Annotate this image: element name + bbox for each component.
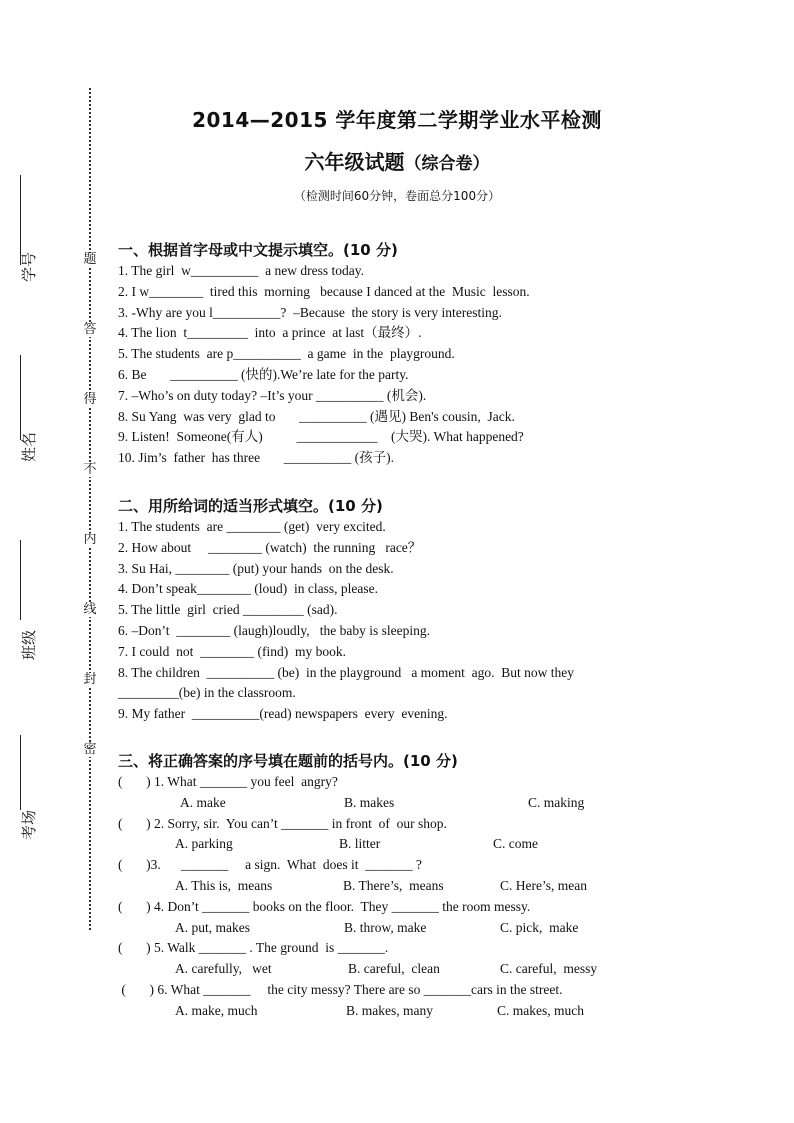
student-id-label: 学号 bbox=[20, 251, 38, 282]
option-b: B. makes bbox=[344, 794, 395, 810]
option-c: C. come bbox=[493, 836, 538, 852]
section-heading: 三、将正确答案的序号填在题前的括号内。(10 分) bbox=[118, 752, 458, 770]
margin-char: 线 bbox=[83, 602, 97, 617]
mc-question-stem: ( )3. _______ a sign. What does it _______ ? bbox=[118, 857, 422, 873]
question-item: 8. The children __________ (be) in the playground a moment ago. But now they bbox=[118, 664, 575, 680]
mc-options bbox=[118, 1001, 658, 1022]
option-c: C. making bbox=[528, 794, 585, 810]
margin-char: 得 bbox=[83, 392, 97, 407]
exam-note: （检测时间60分钟，卷面总分100分） bbox=[293, 189, 501, 203]
question-item-continued: _________(be) in the classroom. bbox=[118, 685, 296, 701]
mc-question-stem: ( ) 4. Don’t _______ books on the floor. They _______ the room messy. bbox=[118, 898, 531, 914]
question-item: 9. Listen! Someone(有人) ____________ (大哭). What happened? bbox=[118, 429, 524, 445]
question-item: 1. The girl w__________ a new dress today. bbox=[118, 263, 364, 278]
question-item: 4. The lion t_________ into a prince at last（最终）. bbox=[118, 325, 422, 341]
question-item: 7. I could not ________ (find) my book. bbox=[118, 643, 346, 659]
mc-question-stem: ( ) 5. Walk _______ . The ground is _______. bbox=[118, 940, 389, 956]
margin-char: 不 bbox=[83, 462, 97, 477]
option-c: C. makes, much bbox=[497, 1002, 584, 1018]
option-a: A. make bbox=[180, 794, 226, 810]
page-title: 2014—2015 学年度第二学期学业水平检测 bbox=[192, 108, 602, 132]
question-item: 5. The students are p__________ a game in the playground. bbox=[118, 346, 455, 362]
margin-char: 答 bbox=[83, 322, 97, 337]
mc-options bbox=[118, 876, 658, 897]
option-a: A. This is, means bbox=[175, 877, 273, 893]
question-item: 3. Su Hai, ________ (put) your hands on the desk. bbox=[118, 560, 394, 576]
name-label: 姓名 bbox=[20, 431, 38, 462]
section-2 bbox=[118, 495, 658, 725]
option-c: C. Here’s, mean bbox=[500, 877, 587, 893]
option-c: C. pick, make bbox=[500, 919, 579, 935]
question-item: 8. Su Yang was very glad to __________ (遇见) Ben's cousin, Jack. bbox=[118, 408, 515, 424]
section-1 bbox=[118, 239, 658, 469]
question-item: 5. The little girl cried _________ (sad). bbox=[118, 602, 338, 618]
margin-char: 密 bbox=[83, 742, 97, 757]
section-3 bbox=[118, 750, 658, 1022]
mc-options bbox=[118, 793, 658, 814]
mc-options bbox=[118, 918, 658, 939]
question-item: 6. –Don’t ________ (laugh)loudly, the baby is sleeping. bbox=[118, 622, 430, 638]
margin-char: 内 bbox=[83, 532, 97, 547]
mc-question-stem: ( ) 6. What _______ the city messy? There are so _______cars in the street. bbox=[118, 981, 563, 997]
question-item: 3. -Why are you l__________? –Because the story is very interesting. bbox=[118, 304, 502, 320]
page-subtitle bbox=[0, 146, 794, 175]
subtitle-main: 六年级试题 bbox=[304, 150, 405, 174]
section-heading: 二、用所给词的适当形式填空。(10 分) bbox=[118, 497, 383, 515]
binding-dotted-line bbox=[89, 88, 91, 930]
question-item: 1. The students are ________ (get) very excited. bbox=[118, 519, 386, 534]
exam-room-line[interactable] bbox=[20, 735, 21, 810]
option-a: A. carefully, wet bbox=[175, 961, 272, 977]
option-a: A. make, much bbox=[175, 1002, 258, 1018]
question-item: 2. I w________ tired this morning because I danced at the Music lesson. bbox=[118, 283, 530, 299]
option-b: B. litter bbox=[339, 836, 381, 852]
exam-room-label: 考场 bbox=[20, 809, 38, 840]
question-item: 7. –Who’s on duty today? –It’s your __________ (机会). bbox=[118, 387, 427, 403]
class-line[interactable] bbox=[20, 540, 21, 620]
question-item: 9. My father __________(read) newspapers every evening. bbox=[118, 706, 448, 722]
mc-question-stem: ( ) 1. What _______ you feel angry? bbox=[118, 774, 338, 789]
mc-options bbox=[118, 959, 658, 980]
class-label: 班级 bbox=[20, 629, 38, 660]
section-heading: 一、根据首字母或中文提示填空。(10 分) bbox=[118, 241, 398, 259]
option-b: B. careful, clean bbox=[348, 961, 440, 977]
margin-char: 题 bbox=[83, 252, 97, 267]
option-a: A. parking bbox=[175, 836, 233, 852]
mc-options bbox=[118, 834, 658, 855]
option-b: B. There’s, means bbox=[343, 877, 444, 893]
mc-question-stem: ( ) 2. Sorry, sir. You can’t _______ in front of our shop. bbox=[118, 815, 447, 831]
option-b: B. throw, make bbox=[344, 919, 427, 935]
margin-char: 封 bbox=[83, 672, 97, 687]
option-b: B. makes, many bbox=[346, 1002, 433, 1018]
question-item: 10. Jim’s father has three __________ (孩子). bbox=[118, 450, 394, 466]
option-a: A. put, makes bbox=[175, 919, 250, 935]
subtitle-paren: （综合卷） bbox=[404, 154, 490, 174]
question-item: 6. Be __________ (快的).We’re late for the party. bbox=[118, 366, 409, 382]
question-item: 4. Don’t speak________ (loud) in class, please. bbox=[118, 581, 378, 597]
question-item: 2. How about ________ (watch) the running race？ bbox=[118, 539, 422, 555]
option-c: C. careful, messy bbox=[500, 961, 598, 977]
